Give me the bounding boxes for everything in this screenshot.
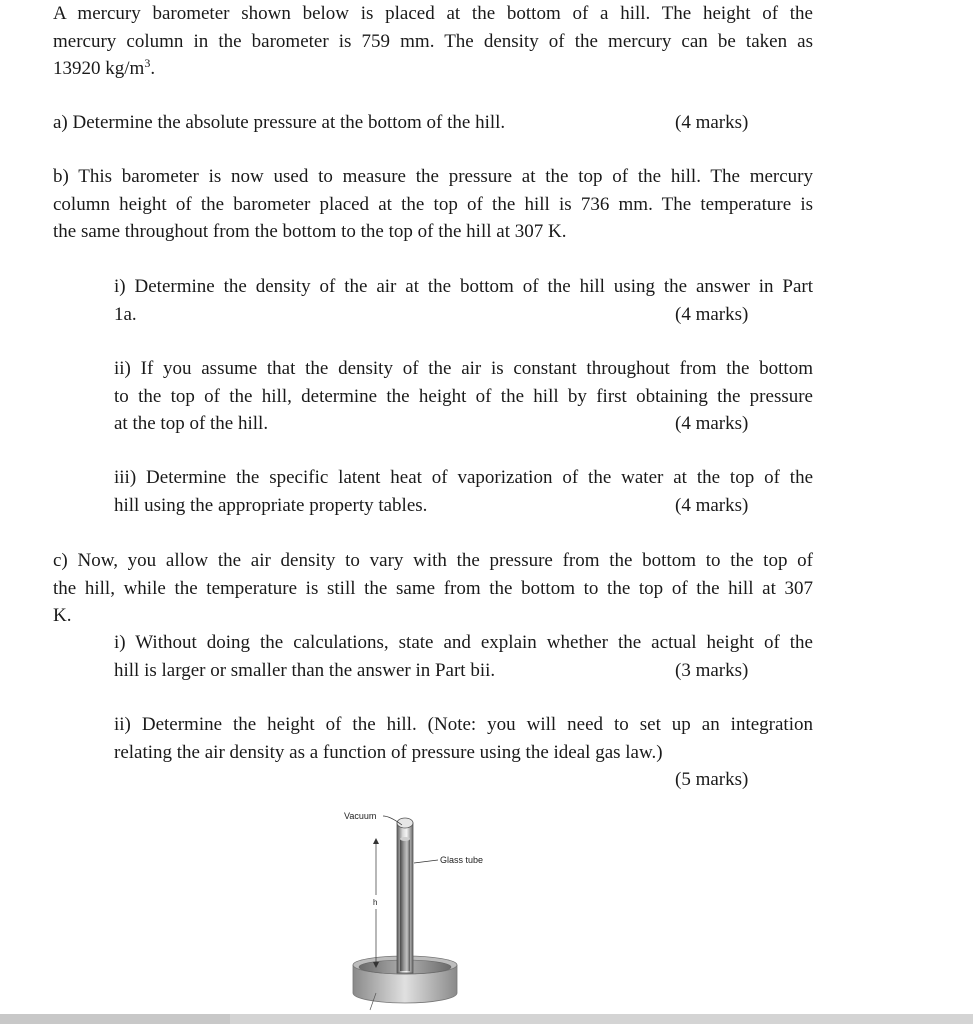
- vacuum-label: Vacuum: [344, 811, 377, 821]
- part-b-iii: [114, 464, 813, 519]
- part-a: [53, 109, 813, 137]
- part-c-line-2: the hill, while the temperature is still the same from the bottom to the top of the hill at 307: [53, 577, 813, 599]
- part-c-ii: [114, 711, 813, 794]
- part-b-iii-marks: (4 marks): [675, 494, 749, 516]
- part-b: [53, 163, 813, 246]
- part-b-line-3: the same throughout from the bottom to the top of the hill at 307 K.: [53, 221, 567, 242]
- part-c: [53, 547, 813, 630]
- part-c-ii-row: [114, 766, 813, 794]
- part-a-row: [53, 109, 813, 137]
- part-c-i-marks: (3 marks): [675, 659, 749, 681]
- bottom-strip-segment: [0, 1014, 230, 1024]
- part-c-ii-marks: (5 marks): [675, 769, 749, 790]
- part-b-iii-line-1: iii) Determine the specific latent heat of vaporization of the water at the top of the: [114, 467, 813, 488]
- part-b-iii-row: [114, 492, 813, 520]
- part-c-i: [114, 629, 813, 684]
- glass-tube-label: Glass tube: [440, 855, 484, 865]
- intro-line-3-end: .: [150, 58, 156, 79]
- part-c-i-line-2: hill is larger or smaller than the answer in Part bii.: [114, 659, 496, 681]
- part-a-question: a) Determine the absolute pressure at the bottom of the hill.: [53, 112, 506, 133]
- mercury-density-value: 13920 kg/m: [53, 58, 145, 79]
- part-b-ii-line-2: to the top of the hill, determine the height of the hill by first obtaining the pressure: [114, 385, 813, 407]
- intro-paragraph: [53, 0, 813, 83]
- part-a-marks: (4 marks): [675, 112, 749, 133]
- density-unit-exponent: 3: [144, 56, 151, 70]
- part-b-i: [114, 273, 813, 328]
- height-label: h: [373, 898, 378, 907]
- part-b-ii-row: [114, 410, 813, 438]
- part-c-ii-line-1: ii) Determine the height of the hill. (Note: you will need to set up an integration: [114, 714, 813, 735]
- part-b-line-2: column height of the barometer placed at the top of the hill is 736 mm. The temperature is: [53, 193, 813, 215]
- part-c-ii-line-2: relating the air density as a function of pressure using the ideal gas law.): [114, 741, 663, 763]
- part-b-i-line-2: 1a.: [114, 303, 137, 325]
- intro-line-2: mercury column in the barometer is 759 mm. The density of the mercury can be taken as: [53, 30, 813, 52]
- part-b-ii: [114, 355, 813, 438]
- part-b-ii-line-1: ii) If you assume that the density of the air is constant throughout from the bottom: [114, 358, 813, 379]
- barometer-figure: [330, 805, 510, 1015]
- part-b-ii-line-3: at the top of the hill.: [114, 413, 269, 434]
- barometer-diagram-icon: [330, 805, 510, 1015]
- part-b-i-marks: (4 marks): [675, 303, 749, 325]
- part-b-i-line-1: i) Determine the density of the air at the bottom of the hill using the answer in Part: [114, 276, 813, 297]
- part-c-line-3: K.: [53, 605, 72, 626]
- part-b-i-row: [114, 301, 813, 329]
- part-c-i-line-1: i) Without doing the calculations, state and explain whether the actual height of the: [114, 632, 813, 653]
- part-b-line-1: b) This barometer is now used to measure the pressure at the top of the hill. The mercury: [53, 166, 813, 187]
- intro-line-3: [53, 55, 813, 83]
- part-c-line-1: c) Now, you allow the air density to vary with the pressure from the bottom to the top of: [53, 550, 813, 571]
- bottom-scroll-strip: [0, 1014, 973, 1024]
- part-b-iii-line-2: hill using the appropriate property tables.: [114, 494, 428, 516]
- part-c-i-row: [114, 657, 813, 685]
- intro-line-1: A mercury barometer shown below is placed at the bottom of a hill. The height of the: [53, 3, 813, 24]
- part-b-ii-marks: (4 marks): [675, 413, 749, 434]
